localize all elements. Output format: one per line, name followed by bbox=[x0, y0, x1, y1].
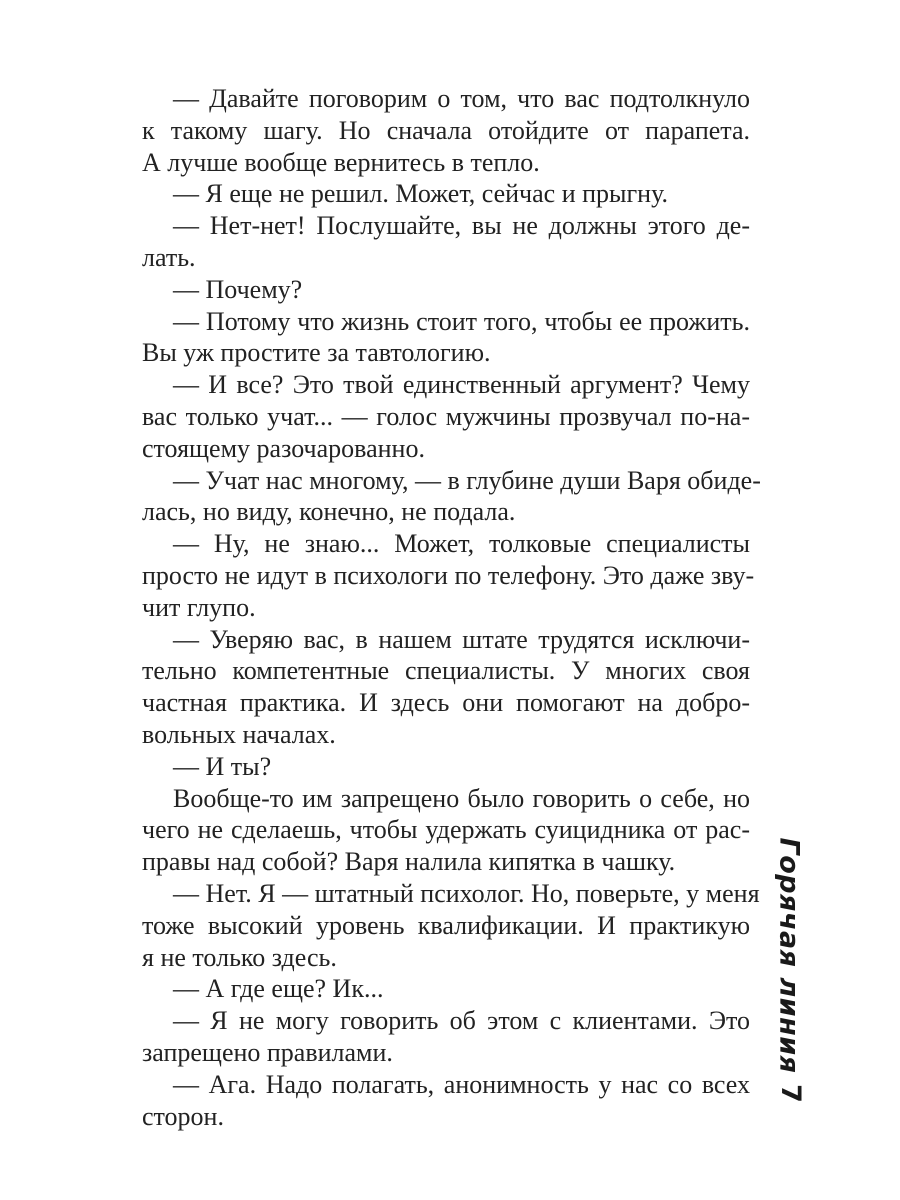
text-line: — И все? Это твой единственный аргумент? Чему bbox=[173, 370, 750, 400]
text-line: чит глупо. bbox=[142, 592, 256, 622]
paragraph bbox=[142, 1069, 750, 1133]
paragraph bbox=[142, 878, 760, 973]
paragraph bbox=[142, 465, 761, 529]
text-line: стоящему разочарованно. bbox=[142, 433, 425, 463]
page-number bbox=[775, 1078, 805, 1108]
text-line: — Потому что жизнь стоит того, чтобы ее прожить. bbox=[173, 306, 750, 336]
text-line: Вообще-то им запрещено было говорить о себе, но bbox=[173, 783, 750, 813]
text-line: лась, но виду, конечно, не подала. bbox=[142, 497, 516, 527]
text-line: чего не сделаешь, чтобы удержать суицидника от рас- bbox=[142, 815, 750, 845]
text-line: запрещено правилами. bbox=[142, 1037, 393, 1067]
text-line: — А где еще? Ик... bbox=[173, 974, 384, 1004]
paragraph bbox=[142, 83, 750, 178]
paragraph bbox=[142, 306, 750, 370]
text-line: — Нет. Я — штатный психолог. Но, поверьте, у меня bbox=[173, 878, 760, 908]
text-line: просто не идут в психологи по телефону. Это даже зву- bbox=[142, 560, 755, 590]
paragraph bbox=[142, 210, 750, 274]
text-line: правы над собой? Варя налила кипятка в чашку. bbox=[142, 847, 676, 877]
text-line: — Нет-нет! Послушайте, вы не должны этого де- bbox=[173, 211, 750, 241]
paragraph bbox=[142, 624, 750, 751]
paragraph bbox=[142, 783, 750, 878]
paragraph bbox=[142, 973, 750, 1005]
text-line: — Учат нас многому, — в глубине души Варя обиде- bbox=[173, 465, 761, 495]
paragraph bbox=[142, 528, 755, 623]
paragraph bbox=[142, 369, 750, 464]
text-line: — Я не могу говорить об этом с клиентами. Это bbox=[173, 1006, 750, 1036]
paragraph bbox=[142, 751, 750, 783]
text-line: сторон. bbox=[142, 1101, 224, 1131]
paragraph bbox=[142, 274, 750, 306]
text-line: — Ну, не знаю... Может, толковые специалисты bbox=[173, 529, 750, 559]
text-line: тоже высокий уровень квалификации. И практикую bbox=[142, 910, 750, 940]
body-text bbox=[142, 83, 761, 1132]
page-number-text: 7 bbox=[774, 1083, 806, 1103]
text-line: — Я еще не решил. Может, сейчас и прыгну. bbox=[173, 179, 668, 209]
text-line: я не только здесь. bbox=[142, 942, 337, 972]
text-line: Вы уж простите за тавтологию. bbox=[142, 338, 491, 368]
text-line: — Давайте поговорим о том, что вас подтолкнуло bbox=[173, 84, 750, 113]
text-line: тельно компетентные специалисты. У многих своя bbox=[142, 656, 750, 686]
text-line: — Почему? bbox=[173, 274, 303, 304]
text-line: — Уверяю вас, в нашем штате трудятся исключи- bbox=[173, 624, 750, 654]
text-line: вас только учат... — голос мужчины прозвучал по-на- bbox=[142, 401, 750, 431]
text-line: А лучше вообще вернитесь в тепло. bbox=[142, 147, 540, 177]
text-line: — И ты? bbox=[173, 751, 272, 781]
text-line: лать. bbox=[142, 242, 196, 272]
text-line: вольных началах. bbox=[142, 719, 336, 749]
text-line: — Ага. Надо полагать, анонимность у нас со всех bbox=[173, 1069, 750, 1099]
paragraph bbox=[142, 1005, 750, 1069]
text-line: частная практика. И здесь они помогают на добро- bbox=[142, 688, 750, 718]
running-title-text: Горячая линия bbox=[773, 836, 805, 1074]
paragraph bbox=[142, 178, 750, 210]
running-title bbox=[771, 836, 807, 1074]
text-line: к такому шагу. Но сначала отойдите от парапета. bbox=[142, 115, 750, 145]
